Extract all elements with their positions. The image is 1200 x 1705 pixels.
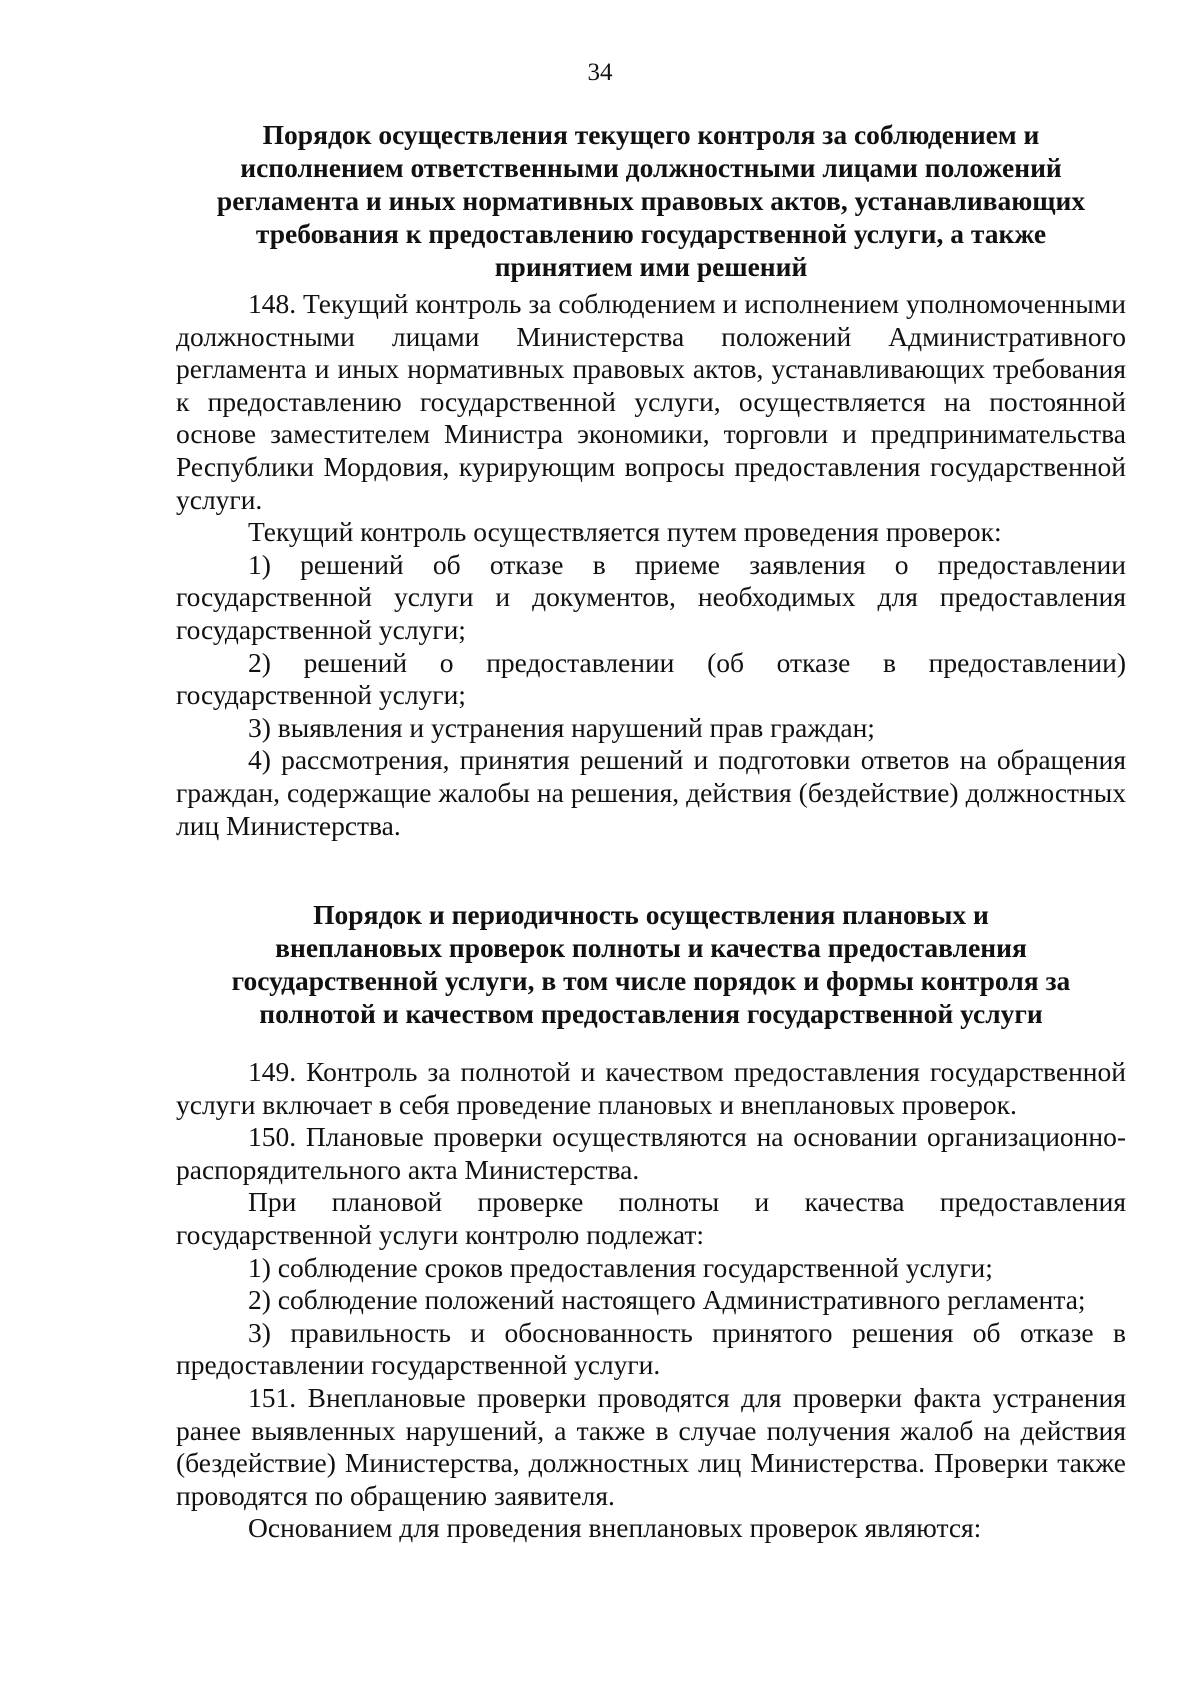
section-body-current-control (176, 288, 1126, 842)
page-number: 34 (587, 59, 613, 86)
list-item-4: 4) рассмотрения, принятия решений и подготовки ответов на обращения граждан, содержащие жалобы на решения, действия (бездействие) должностных лиц Министерства. (176, 744, 1126, 841)
paragraph-planned-check: При плановой проверке полноты и качества предоставления государственной услуги контролю подлежат: (176, 1186, 1126, 1250)
paragraph-149: 149. Контроль за полнотой и качеством предоставления государственной услуги включает в себя проведение плановых и внеплановых проверок. (176, 1056, 1126, 1120)
heading-line: требования к предоставлению государственной услуги, а также (255, 218, 1047, 249)
list-item-2: 2) решений о предоставлении (об отказе в предоставлении) государственной услуги; (176, 646, 1126, 711)
paragraph-150: 150. Плановые проверки осуществляются на основании организационно-распорядительного акта Министерства. (176, 1121, 1126, 1185)
paragraph-148: 148. Текущий контроль за соблюдением и исполнением уполномоченными должностными лицами Министерства положений Административного регламента и иных нормативных правовых актов, устанавливающих требования к предоставлению государственной услуги, осуществляется на постоянной основе заместителем Министра экономики, торговли и предпринимательства Республики Мордовия, курирующим вопросы предоставления государственной услуги. (176, 288, 1126, 515)
paragraph-151: 151. Внеплановые проверки проводятся для проверки факта устранения ранее выявленных нарушений, а также в случае получения жалоб на действия (бездействие) Министерства, должностных лиц Министерства. Проверки также проводятся по обращению заявителя. (176, 1381, 1126, 1511)
heading-line: исполнением ответственными должностными лицами положений (240, 152, 1062, 183)
list-item-3: 3) правильность и обоснованность принятого решения об отказе в предоставлении государственной услуги. (176, 1316, 1126, 1381)
heading-line: принятием ими решений (494, 251, 808, 282)
list-item-1: 1) решений об отказе в приеме заявления о предоставлении государственной услуги и документов, необходимых для предоставления государственной услуги; (176, 548, 1126, 645)
section-heading-current-control (176, 118, 1126, 283)
section-heading-inspections (176, 898, 1126, 1030)
list-item-1: 1) соблюдение сроков предоставления государственной услуги; (248, 1251, 993, 1283)
paragraph-control-method: Текущий контроль осуществляется путем проведения проверок: (248, 516, 1002, 548)
heading-line: Порядок и периодичность осуществления плановых и (313, 899, 989, 930)
list-item-3: 3) выявления и устранения нарушений прав граждан; (248, 711, 875, 743)
paragraph-grounds: Основанием для проведения внеплановых проверок являются: (248, 1512, 982, 1544)
section-body-inspections (176, 1056, 1126, 1545)
heading-line: регламента и иных нормативных правовых актов, устанавливающих (216, 185, 1086, 216)
heading-line: полнотой и качеством предоставления государственной услуги (259, 998, 1043, 1029)
heading-line: Порядок осуществления текущего контроля за соблюдением и (262, 119, 1040, 150)
heading-line: внеплановых проверок полноты и качества предоставления (275, 932, 1027, 963)
list-item-2: 2) соблюдение положений настоящего Административного регламента; (248, 1284, 1086, 1316)
heading-line: государственной услуги, в том числе порядок и формы контроля за (231, 965, 1071, 996)
